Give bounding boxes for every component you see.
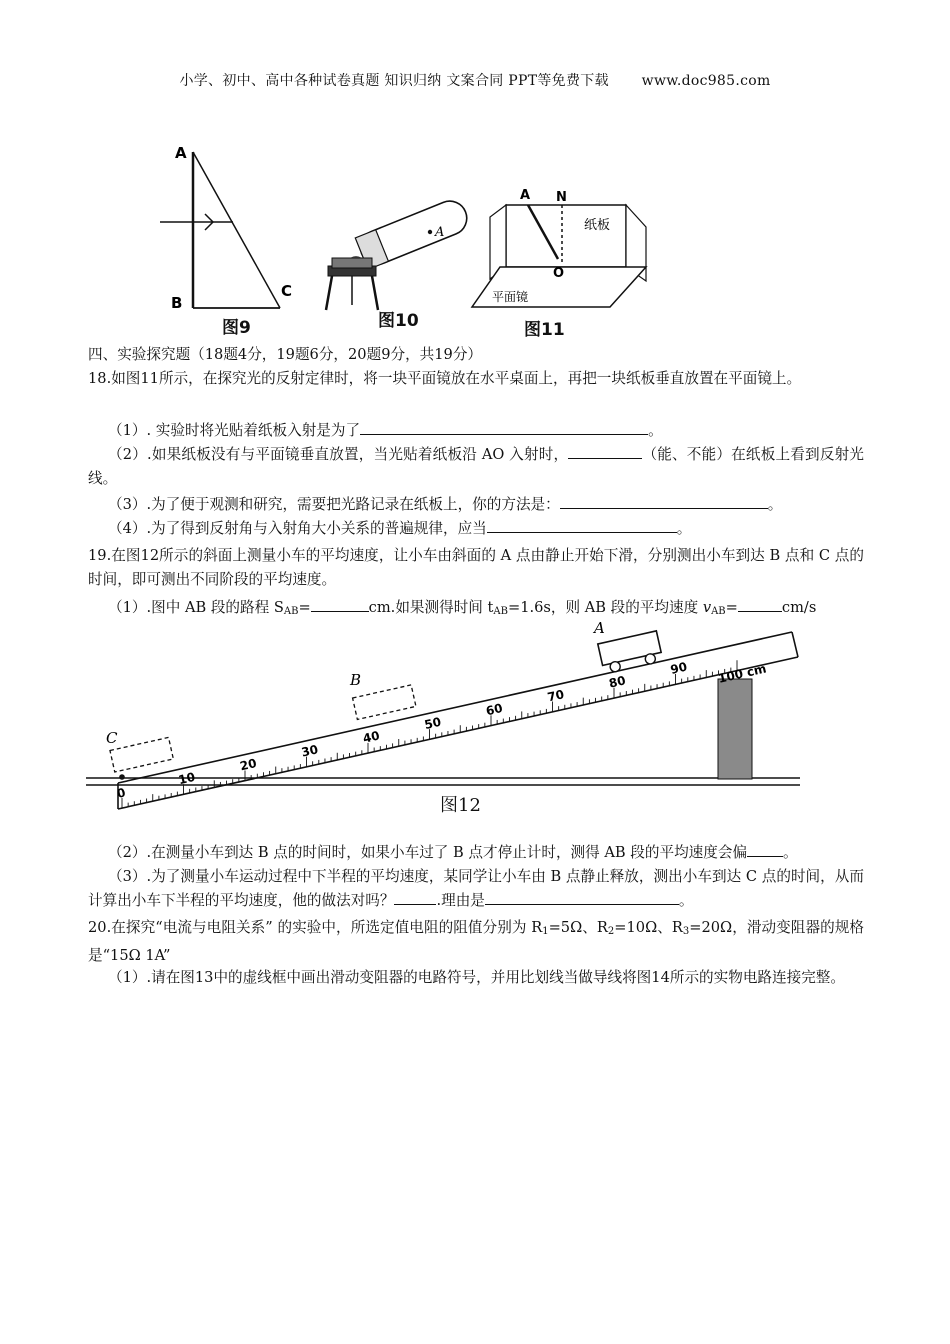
ruler-tick-label: 70: [546, 687, 566, 705]
ruler-tick-label: 0: [115, 785, 127, 801]
fig11-label-paper: 纸板: [584, 218, 611, 233]
q19-part3: （3）.为了测量小车运动过程中下半程的平均速度，某同学让小车由 B 点静止释放，测出小车到达 C 点的时间，从而计算出小车下半程的平均速度，他的做法对吗？ .理由是 。: [88, 868, 864, 909]
fig12-caption: 图12: [440, 795, 481, 816]
ruler-tick-label: 20: [238, 756, 258, 774]
figure-9: [155, 140, 305, 335]
fig12-label-c: C: [106, 729, 118, 747]
q18-part1: （1）. 实验时将光贴着纸板入射是为了 。: [108, 422, 663, 439]
fig11-caption: 图11: [524, 320, 565, 340]
q20-stem: 20.在探究“电流与电阻关系” 的实验中，所选定值电阻的阻值分别为 $R_1=5\Omega$、$R_2=10\Omega$、$R_3=20\Omega$，滑动变阻器的规格是“15Ω 1A”: [88, 919, 864, 964]
q19-part1: （1）.图中 AB 段的路程 $S_{AB}=$ cm.如果测得时间 $t_{AB}=1.6s$，则 AB 段的平均速度 $v_{AB}= cm/s$: [108, 599, 817, 617]
q18-part2: （2）.如果纸板没有与平面镜垂直放置，当光贴着纸板沿 AO 入射时， （能、不能）在纸板上看到反射光线。: [88, 446, 864, 487]
answer-blank[interactable]: [568, 444, 642, 459]
answer-blank[interactable]: [360, 420, 648, 435]
ruler-tick-label: 90: [669, 659, 689, 677]
q20-part1: （1）.请在图13中的虚线框中画出滑动变阻器的电路符号，并用比划线当做导线将图14所示的实物电路连接完整。: [108, 969, 845, 986]
fig9-label-a: A: [175, 144, 187, 162]
figure-12: [86, 615, 806, 815]
answer-blank[interactable]: [487, 518, 677, 533]
fig11-label-n: N: [556, 190, 567, 205]
q18-part4: （4）.为了得到反射角与入射角大小关系的普遍规律，应当 。: [108, 520, 692, 537]
fig9-caption: 图9: [222, 318, 251, 338]
fig11-label-o: O: [553, 266, 565, 281]
q19-part2: （2）.在测量小车到达 B 点的时间时，如果小车过了 B 点才停止计时，测得 AB 段的平均速度会偏 。: [108, 844, 798, 861]
fig10-label-a: A: [435, 225, 445, 240]
fig9-label-b: B: [171, 294, 183, 312]
fig12-label-b: B: [350, 671, 362, 689]
fig12-unit-label: 100 cm: [716, 661, 768, 686]
ruler-tick-label: 50: [423, 714, 443, 733]
page-header: [0, 70, 950, 90]
figure-10: [318, 180, 478, 315]
answer-blank[interactable]: [747, 842, 783, 857]
ruler-tick-label: 10: [177, 769, 197, 788]
ruler-tick-label: 80: [607, 673, 627, 691]
fig11-label-a: A: [520, 188, 531, 203]
fig9-label-c: C: [281, 282, 293, 300]
header-url[interactable]: www.doc985.com: [641, 73, 771, 89]
q18-part3: （3）.为了便于观测和研究，需要把光路记录在纸板上，你的方法是： 。: [108, 496, 783, 513]
q19-stem: 19.在图12所示的斜面上测量小车的平均速度，让小车由斜面的 A 点由静止开始下滑，分别测出小车到达 B 点和 C 点的时间，即可测出不同阶段的平均速度。: [88, 547, 864, 588]
figure-11: [470, 183, 650, 313]
ruler-tick-label: 60: [484, 700, 504, 719]
answer-blank[interactable]: [394, 890, 436, 905]
ruler-tick-label: 30: [300, 742, 320, 760]
fig11-label-mirror: 平面镜: [492, 290, 529, 304]
answer-blank[interactable]: [560, 494, 768, 509]
header-text: 小学、初中、高中各种试卷真题 知识归纳 文案合同 PPT等免费下载: [179, 73, 609, 89]
answer-blank[interactable]: [311, 597, 369, 612]
answer-blank[interactable]: [738, 597, 782, 612]
ruler-tick-label: 40: [361, 728, 381, 746]
section-4-title: 四、实验探究题（18题4分，19题6分，20题9分，共19分）: [88, 346, 483, 363]
fig12-label-a: A: [594, 619, 605, 637]
q18-stem: 18.如图11所示，在探究光的反射定律时，将一块平面镜放在水平桌面上，再把一块纸板垂直放置在平面镜上。: [88, 370, 802, 387]
answer-blank[interactable]: [485, 890, 679, 905]
fig10-caption: 图10: [378, 311, 419, 331]
